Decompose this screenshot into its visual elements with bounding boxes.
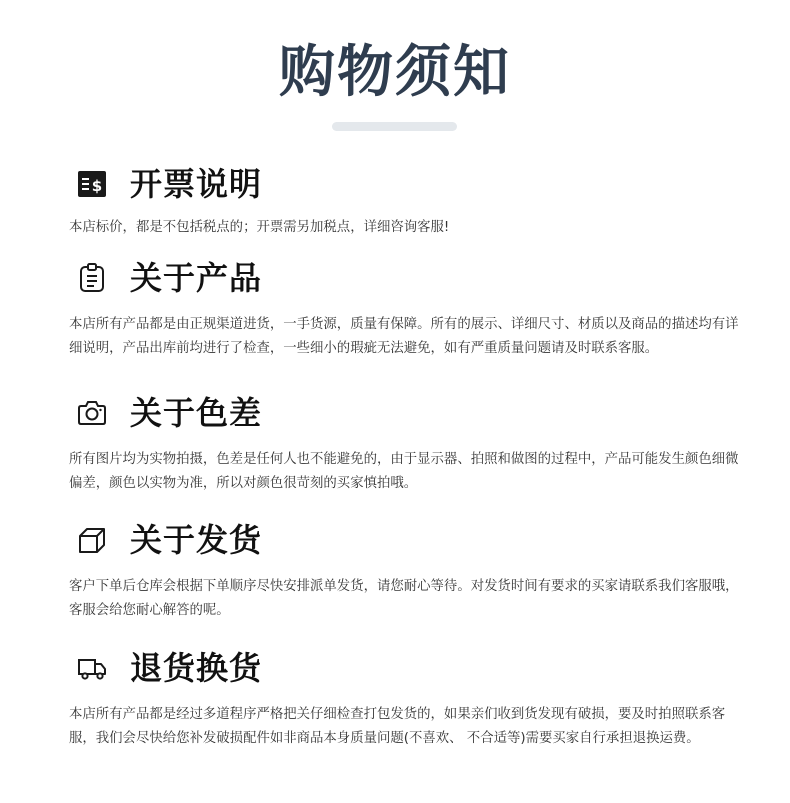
section-invoice [69, 161, 749, 240]
section-color-difference [69, 390, 749, 496]
section-title: 退货换货 [130, 649, 263, 687]
section-returns [69, 645, 749, 751]
section-title: 关于色差 [130, 394, 263, 432]
section-text: 所有图片均为实物拍摄，色差是任何人也不能避免的，由于显示器、拍照和做图的过程中，产品可能发生颜色细微偏差，颜色以实物为准，所以对颜色很苛刻的买家慎拍哦。 [69, 452, 739, 491]
section-product [69, 255, 749, 361]
section-header [69, 645, 749, 691]
box-icon [77, 525, 107, 555]
section-title: 关于发货 [130, 521, 263, 559]
section-shipping [69, 517, 749, 623]
section-header [69, 517, 749, 563]
section-header [69, 161, 749, 207]
section-header [69, 390, 749, 436]
section-text: 本店所有产品都是经过多道程序严格把关仔细检查打包发货的，如果亲们收到货发现有破损，要及时拍照联系客服，我们会尽快给您补发破损配件如非商品本身质量问题(不喜欢、 不合适等)需要买家自行承担退换运费。 [69, 707, 726, 746]
clipboard-icon [77, 263, 107, 293]
section-header [69, 255, 749, 301]
section-title: 开票说明 [130, 165, 263, 203]
svg-text:$: $ [91, 177, 103, 195]
delivery-truck-icon [77, 653, 107, 683]
page-title: 购物须知 [279, 40, 511, 105]
camera-icon [77, 398, 107, 428]
section-title: 关于产品 [130, 259, 263, 297]
section-text: 本店所有产品都是由正规渠道进货，一手货源，质量有保障。所有的展示、详细尺寸、材质以及商品的描述均有详细说明，产品出库前均进行了检查，一些细小的瑕疵无法避免，如有严重质量问题请及时联系客服。 [69, 317, 739, 356]
invoice-dollar-icon [77, 169, 107, 199]
title-underline [332, 122, 457, 131]
section-text: 客户下单后仓库会根据下单顺序尽快安排派单发货，请您耐心等待。对发货时间有要求的买家请联系我们客服哦，客服会给您耐心解答的呢。 [69, 579, 739, 618]
section-text: 本店标价，都是不包括税点的；开票需另加税点，详细咨询客服! [69, 220, 450, 235]
